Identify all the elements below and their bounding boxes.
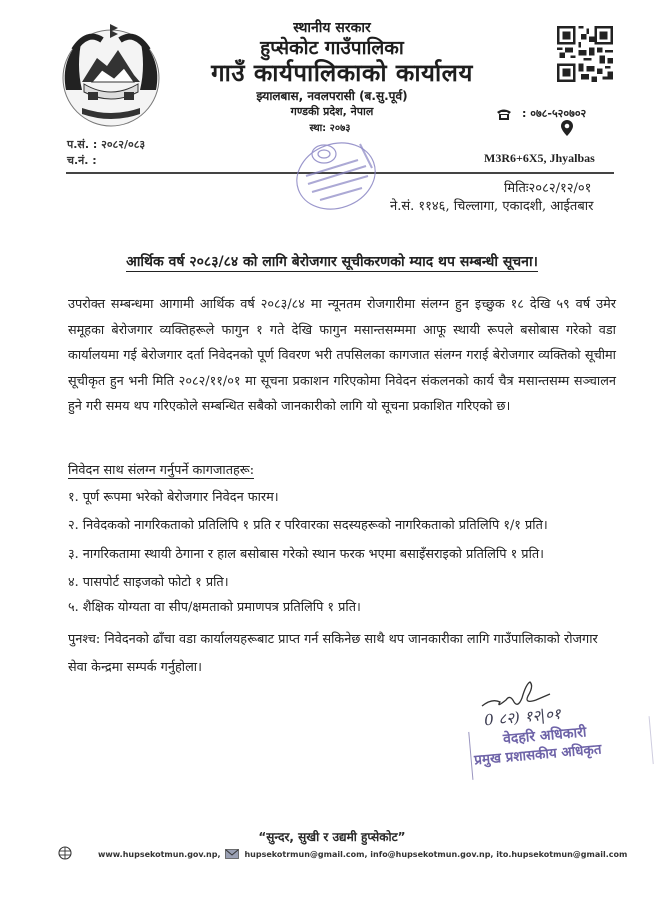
document-item: १. पूर्ण रूपमा भरेको बेरोजगार निवेदन फारम। <box>68 490 279 505</box>
postscript-note: पुनश्च: निवेदनको ढाँचा वडा कार्यालयहरूबाट प्राप्त गर्न सकिनेछ साथै थप जानकारीका लागि गाउँपालिकाको रोजगार सेवा केन्द्रमा सम्पर्क गर्नुहोला। <box>68 632 598 675</box>
officer-designation: प्रमुख प्रशासकीय अधिकृत <box>473 741 603 769</box>
notice-title <box>0 252 664 271</box>
mail-icon <box>225 849 239 859</box>
established-year: स्था: २०७३ <box>309 123 351 134</box>
dispatch-number: च.नं. : <box>67 154 97 167</box>
footer-contact <box>98 849 627 859</box>
globe-icon <box>58 846 72 860</box>
notice-body: उपरोक्त सम्बन्धमा आगामी आर्थिक वर्ष २०८३/८४ मा न्यूनतम रोजगारीमा संलग्न हुन इच्छुक १८ देखि ५९ वर्ष उमेर समूहका बेरोजगार व्यक्तिहरूले फागुन १ गते देखि फागुन मसान्तसम्ममा आफू स्थायी रूपले बसोबास गरेको वडा कार्यालयमा गई बेरोजगार दर्ता निवेदनको पूर्ण विवरण भरी तपसिलका कागजात संलग्न गराई बेरोजगार व्यक्तिको सूचीमा सूचीकृत हुन भनी मिति २०८२/११/०१ मा सूचना प्रकाशन गरिएकोमा निवेदन संकलनको कार्य चैत्र मसान्तसम्म सञ्चालन हुने गरी समय थप गरिएकोले सम्बन्धित सबैको जानकारीको लागि यो सूचना प्रकाशित गरिएको छ। <box>68 297 616 414</box>
documents-heading-text: निवेदन साथ संलग्न गर्नुपर्ने कागजातहरू: <box>68 463 255 478</box>
local-government-label: स्थानीय सरकार <box>293 20 371 36</box>
office-address: झ्यालबास, नवलपरासी (ब.सु.पूर्व) <box>256 89 408 103</box>
qr-code <box>557 26 613 82</box>
letter-date: मितिः२०८२/१२/०१ <box>504 181 592 196</box>
province-label: गण्डकी प्रदेश, नेपाल <box>290 105 374 118</box>
document-item: ५. शैक्षिक योग्यता वा सीप/क्षमताको प्रमाणपत्र प्रतिलिपि १ प्रति। <box>68 600 361 615</box>
phone-contact <box>496 106 586 121</box>
fiscal-year-reference: प.सं. : २०८२/०८३ <box>67 138 146 151</box>
phone-number: : ०७८-५२०७०२ <box>522 107 587 120</box>
footer-motto: “सुन्दर, सुखी र उद्यमी हुप्सेकोट” <box>258 830 406 844</box>
document-item: ३. नागरिकतामा स्थायी ठेगाना र हाल बसोबास गरेको स्थान फरक भएमा बसाइँसराइको प्रतिलिपि १ प्रति। <box>68 547 545 562</box>
notice-title-text: आर्थिक वर्ष २०८३/८४ को लागि बेरोजगार सूचीकरणको म्याद थप सम्बन्धी सूचना। <box>126 254 538 270</box>
website-link[interactable]: www.hupsekotmun.gov.np, <box>98 849 221 859</box>
office-name: गाउँ कार्यपालिकाको कार्यालय <box>211 59 473 87</box>
document-item: ४. पासपोर्ट साइजको फोटो १ प्रति। <box>68 575 229 590</box>
map-pin-icon <box>561 120 573 136</box>
plus-code-location: M3R6+6X5, Jhyalbas <box>484 151 595 165</box>
handwritten-date: 0 ८२) १२|०१ <box>483 704 562 730</box>
telephone-icon <box>496 108 512 120</box>
documents-heading <box>68 460 254 478</box>
officer-name: वेदहरि अधिकारी <box>502 724 588 748</box>
rural-municipality-name: हुप्सेकोट गाउँपालिका <box>260 37 404 59</box>
nepal-sambat-date: ने.सं. ११४६, चिल्लागा, एकादशी, आईतबार <box>390 199 594 214</box>
document-item: २. निवेदकको नागरिकताको प्रतिलिपि १ प्रति र परिवारका सदस्यहरूको नागरिकताको प्रतिलिपि १/१ प्रति। <box>68 518 548 533</box>
office-round-stamp <box>286 132 382 212</box>
email-links[interactable]: hupsekotrmun@gmail.com, info@hupsekotmun.gov.np, ito.hupsekotmun@gmail.com <box>244 849 628 859</box>
